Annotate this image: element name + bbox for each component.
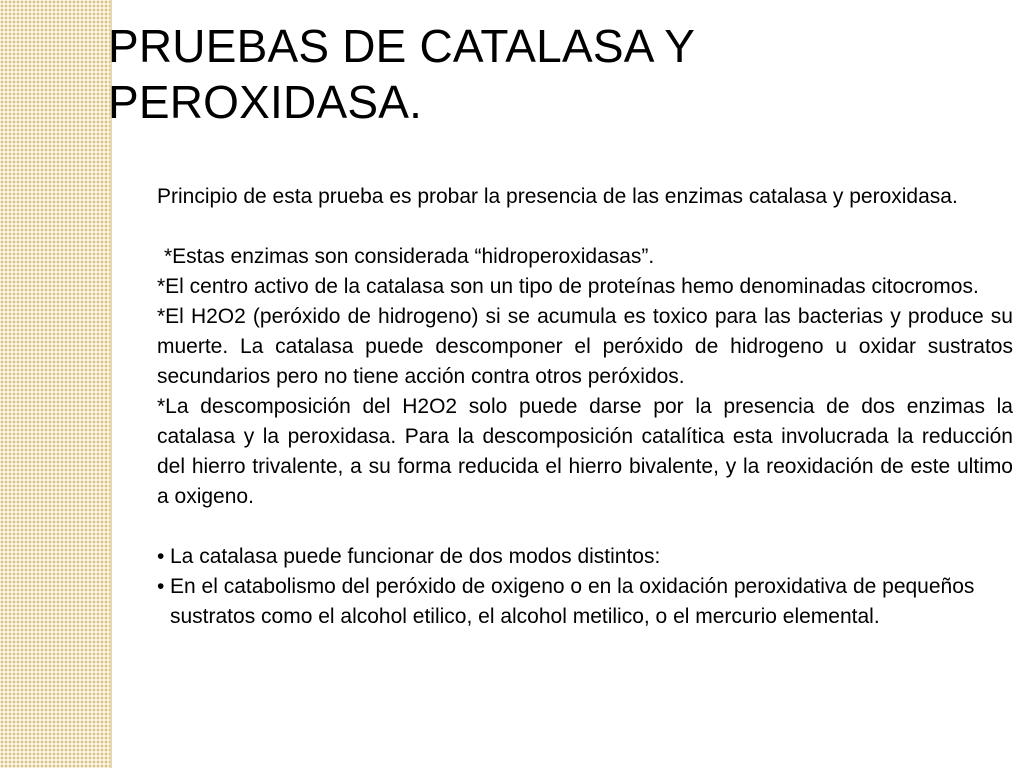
- slide-body: [157, 182, 1013, 632]
- spacer: [157, 512, 1013, 542]
- intro-paragraph: Principio de esta prueba es probar la presencia de las enzimas catalasa y peroxidasa.: [157, 185, 958, 208]
- bullet-text: La catalasa puede funcionar de dos modos distintos:: [170, 545, 661, 568]
- bullet-icon: •: [157, 545, 165, 568]
- bullet-text: En el catabolismo del peróxido de oxigeno o en la oxidación peroxidativa de pequeños sustratos como el alcohol etilico, el alcohol metilico, o el mercurio elemental.: [170, 575, 975, 628]
- point-centro-activo: *El centro activo de la catalasa son un tipo de proteínas hemo denominadas citocromos.: [157, 275, 979, 298]
- slide-title: PRUEBAS DE CATALASA Y PEROXIDASA.: [108, 20, 695, 128]
- bullet-item: [157, 572, 1013, 632]
- decorative-side-band: [0, 0, 110, 768]
- point-h2o2-toxico: *El H2O2 (peróxido de hidrogeno) si se acumula es toxico para las bacterias y produce su muerte. La catalasa puede descomponer el peróxido de hidrogeno u oxidar sustratos secundarios pero no tiene acción contra otros peróxidos.: [157, 305, 1013, 388]
- bullet-icon: •: [157, 575, 165, 598]
- point-descomposicion: *La descomposición del H2O2 solo puede darse por la presencia de dos enzimas la catalasa y la peroxidasa. Para la descomposición catalítica esta involucrada la reducción del hierro trivalente, a su forma reducida el hierro bivalente, y la reoxidación de este ultimo a oxigeno.: [157, 395, 1013, 508]
- bullet-item: [157, 542, 1013, 572]
- spacer: [157, 212, 1013, 242]
- point-hidroperoxidasas: *Estas enzimas son considerada “hidroperoxidasas”.: [164, 245, 655, 268]
